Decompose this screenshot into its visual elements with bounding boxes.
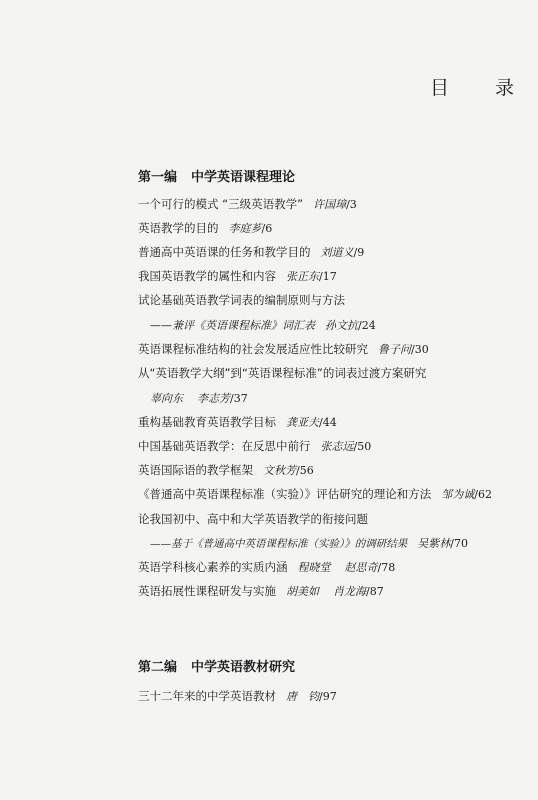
toc-entry[interactable] <box>138 512 368 526</box>
part-heading <box>138 166 295 185</box>
toc-entry[interactable] <box>138 342 429 357</box>
entry-page: /9 <box>353 246 365 259</box>
toc-entry[interactable] <box>138 269 337 284</box>
entry-author: 胡美如 <box>286 585 319 598</box>
part-number: 第二编 <box>138 660 178 675</box>
entry-title: 中国基础英语教学：在反思中前行 <box>138 439 311 453</box>
toc-entry[interactable] <box>138 689 337 704</box>
entry-author: 李庭芗 <box>228 222 262 235</box>
entry-page: /70 <box>450 537 468 550</box>
entry-title: 我国英语教学的属性和内容 <box>138 269 276 283</box>
toc-entry-authors[interactable] <box>150 391 248 406</box>
entry-page: /17 <box>319 270 337 283</box>
toc-heading: 目 录 <box>430 77 535 99</box>
part-title: 中学英语课程理论 <box>191 170 296 185</box>
toc-entry[interactable] <box>138 245 364 260</box>
entry-author: 文秋芳 <box>263 464 296 477</box>
entry-author: 刘道义 <box>320 246 354 259</box>
entry-title: 英语国际语的教学框架 <box>138 463 253 477</box>
entry-title: 重构基础教育英语教学目标 <box>138 415 276 429</box>
entry-title: 英语教学的目的 <box>138 221 219 235</box>
entry-author: 程晓堂 <box>297 561 331 574</box>
toc-entry[interactable] <box>138 487 492 502</box>
entry-author: 龚亚夫 <box>286 416 319 429</box>
entry-author: 辜向东 <box>150 392 183 405</box>
entry-title: 普通高中英语课的任务和教学目的 <box>138 245 311 259</box>
entry-author: 肖龙海 <box>333 585 366 598</box>
part-title: 中学英语教材研究 <box>191 660 296 675</box>
entry-page: /24 <box>358 319 376 332</box>
part-number: 第一编 <box>138 170 178 185</box>
entry-page: /50 <box>353 440 372 453</box>
entry-title: 英语课程标准结构的社会发展适应性比较研究 <box>138 342 368 356</box>
entry-subtitle: ——兼评《英语课程标准》词汇表 <box>150 319 315 332</box>
toc-entry[interactable] <box>138 221 272 236</box>
toc-entry[interactable] <box>138 439 371 454</box>
entry-page: /78 <box>377 561 396 574</box>
entry-title: 三十二年来的中学英语教材 <box>138 689 276 703</box>
entry-author: 邹为诚 <box>441 488 475 501</box>
entry-author: 赵思奇 <box>344 561 378 574</box>
entry-title: 《普通高中英语课程标准（实验）》评估研究的理论和方法 <box>138 487 432 501</box>
entry-page: /87 <box>366 585 384 598</box>
toc-entry[interactable] <box>138 293 345 307</box>
toc-entry[interactable] <box>138 415 337 430</box>
entry-subtitle: ——基于《普通高中英语课程标准（实验）》的调研结果 <box>150 538 408 550</box>
entry-title: 英语学科核心素养的实质内涵 <box>138 560 288 574</box>
entry-author: 唐 钧 <box>286 690 319 703</box>
entry-title: 试论基础英语教学词表的编制原则与方法 <box>138 293 345 307</box>
toc-entry-subtitle[interactable] <box>150 318 376 333</box>
toc-entry[interactable] <box>138 584 384 599</box>
toc-entry-subtitle[interactable] <box>150 536 468 551</box>
toc-entry[interactable] <box>138 463 314 478</box>
part-heading <box>138 656 295 675</box>
entry-author: 吴紫林 <box>417 537 451 550</box>
entry-author: 孙文抗 <box>325 319 358 332</box>
entry-title: 一个可行的模式 “三级英语教学” <box>138 197 304 211</box>
entry-title: 从“英语教学大纲”到“英语课程标准”的词表过渡方案研究 <box>138 366 427 380</box>
entry-author: 许国璋 <box>313 198 347 211</box>
entry-author: 李志芳 <box>197 392 230 405</box>
entry-title: 论我国初中、高中和大学英语教学的衔接问题 <box>138 512 368 526</box>
entry-author: 张志远 <box>320 440 354 453</box>
entry-page: /44 <box>319 416 337 429</box>
entry-page: /6 <box>261 222 273 235</box>
entry-page: /37 <box>230 392 248 405</box>
entry-page: /56 <box>296 464 314 477</box>
entry-author: 鲁子问 <box>378 343 411 356</box>
entry-page: /30 <box>411 343 429 356</box>
entry-title: 英语拓展性课程研发与实施 <box>138 584 276 598</box>
entry-author: 张正东 <box>286 270 319 283</box>
entry-page: /97 <box>319 690 337 703</box>
toc-entry[interactable] <box>138 366 426 380</box>
toc-entry[interactable] <box>138 197 357 212</box>
entry-page: /62 <box>474 488 492 501</box>
toc-entry[interactable] <box>138 560 395 575</box>
entry-page: /3 <box>346 198 357 211</box>
